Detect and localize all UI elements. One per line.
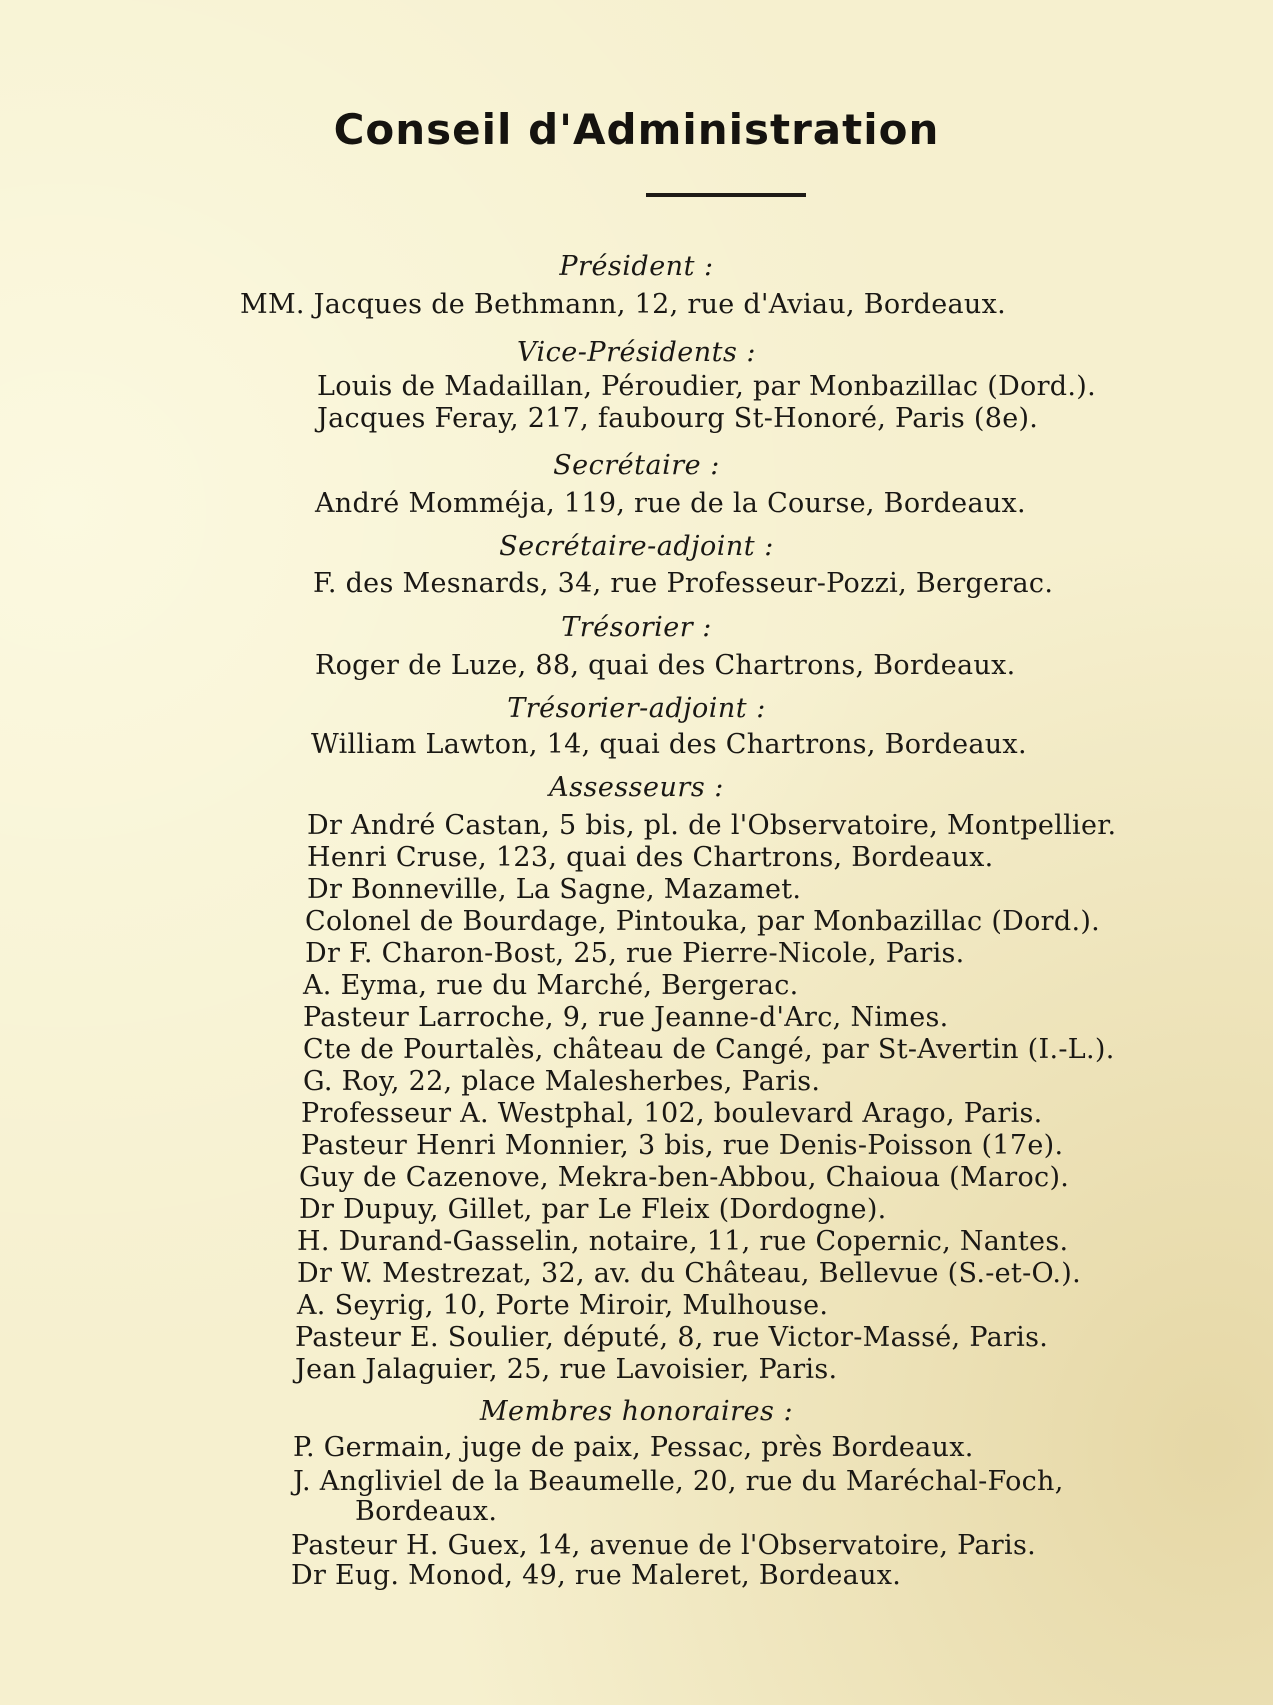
role-heading: Membres honoraires : xyxy=(479,1396,794,1427)
role-heading: Secrétaire : xyxy=(553,450,720,481)
member-line: H. Durand-Gasselin, notaire, 11, rue Copernic, Nantes. xyxy=(297,1226,1069,1257)
member-line: A. Seyrig, 10, Porte Miroir, Mulhouse. xyxy=(297,1290,829,1321)
member-line: Louis de Madaillan, Péroudier, par Monbazillac (Dord.). xyxy=(317,371,1096,402)
member-line-continuation: Bordeaux. xyxy=(355,1496,498,1527)
member-line: P. Germain, juge de paix, Pessac, près Bordeaux. xyxy=(293,1432,974,1463)
role-heading: Trésorier : xyxy=(561,612,712,643)
member-line: William Lawton, 14, quai des Chartrons, Bordeaux. xyxy=(311,729,1027,760)
member-line: André Momméja, 119, rue de la Course, Bordeaux. xyxy=(315,488,1026,519)
member-line: Jean Jalaguier, 25, rue Lavoisier, Paris. xyxy=(295,1354,838,1385)
member-line: F. des Mesnards, 34, rue Professeur-Pozzi, Bergerac. xyxy=(313,568,1054,599)
role-heading: Président : xyxy=(559,251,714,282)
member-line: Dr W. Mestrezat, 32, av. du Château, Bellevue (S.-et-O.). xyxy=(297,1258,1081,1289)
member-line: Roger de Luze, 88, quai des Chartrons, Bordeaux. xyxy=(315,650,1016,681)
member-line: Professeur A. Westphal, 102, boulevard Arago, Paris. xyxy=(301,1098,1043,1129)
member-line: G. Roy, 22, place Malesherbes, Paris. xyxy=(303,1066,821,1097)
member-line: Pasteur E. Soulier, député, 8, rue Victor-Massé, Paris. xyxy=(295,1322,1049,1353)
member-line: Pasteur Henri Monnier, 3 bis, rue Denis-Poisson (17e). xyxy=(301,1130,1064,1161)
member-line: A. Eyma, rue du Marché, Bergerac. xyxy=(303,970,799,1001)
member-line: Dr Bonneville, La Sagne, Mazamet. xyxy=(307,874,802,905)
member-line: Dr Dupuy, Gillet, par Le Fleix (Dordogne). xyxy=(299,1194,887,1225)
member-line: Dr Eug. Monod, 49, rue Maleret, Bordeaux. xyxy=(291,1560,902,1591)
role-heading: Vice-Présidents : xyxy=(517,337,756,368)
role-heading: Trésorier-adjoint : xyxy=(507,693,766,724)
member-line: MM. Jacques de Bethmann, 12, rue d'Aviau, Bordeaux. xyxy=(240,289,1007,320)
member-line: Pasteur H. Guex, 14, avenue de l'Observatoire, Paris. xyxy=(291,1530,1036,1561)
member-line: Jacques Feray, 217, faubourg St-Honoré, Paris (8e). xyxy=(317,403,1039,434)
role-heading: Assesseurs : xyxy=(549,772,724,803)
member-line: Pasteur Larroche, 9, rue Jeanne-d'Arc, Nimes. xyxy=(303,1002,949,1033)
page-title: Conseil d'Administration xyxy=(333,105,940,154)
title-underline xyxy=(646,193,806,197)
role-heading: Secrétaire-adjoint : xyxy=(499,531,774,562)
member-line: Dr F. Charon-Bost, 25, rue Pierre-Nicole, Paris. xyxy=(305,938,965,969)
member-line: Guy de Cazenove, Mekra-ben-Abbou, Chaioua (Maroc). xyxy=(299,1162,1070,1193)
member-line: Cte de Pourtalès, château de Cangé, par St-Avertin (I.-L.). xyxy=(303,1034,1115,1065)
member-line: Colonel de Bourdage, Pintouka, par Monbazillac (Dord.). xyxy=(305,906,1101,937)
member-line: Dr André Castan, 5 bis, pl. de l'Observatoire, Montpellier. xyxy=(307,810,1117,841)
member-line: J. Angliviel de la Beaumelle, 20, rue du Maréchal-Foch, xyxy=(293,1466,1064,1497)
member-line: Henri Cruse, 123, quai des Chartrons, Bordeaux. xyxy=(307,842,994,873)
